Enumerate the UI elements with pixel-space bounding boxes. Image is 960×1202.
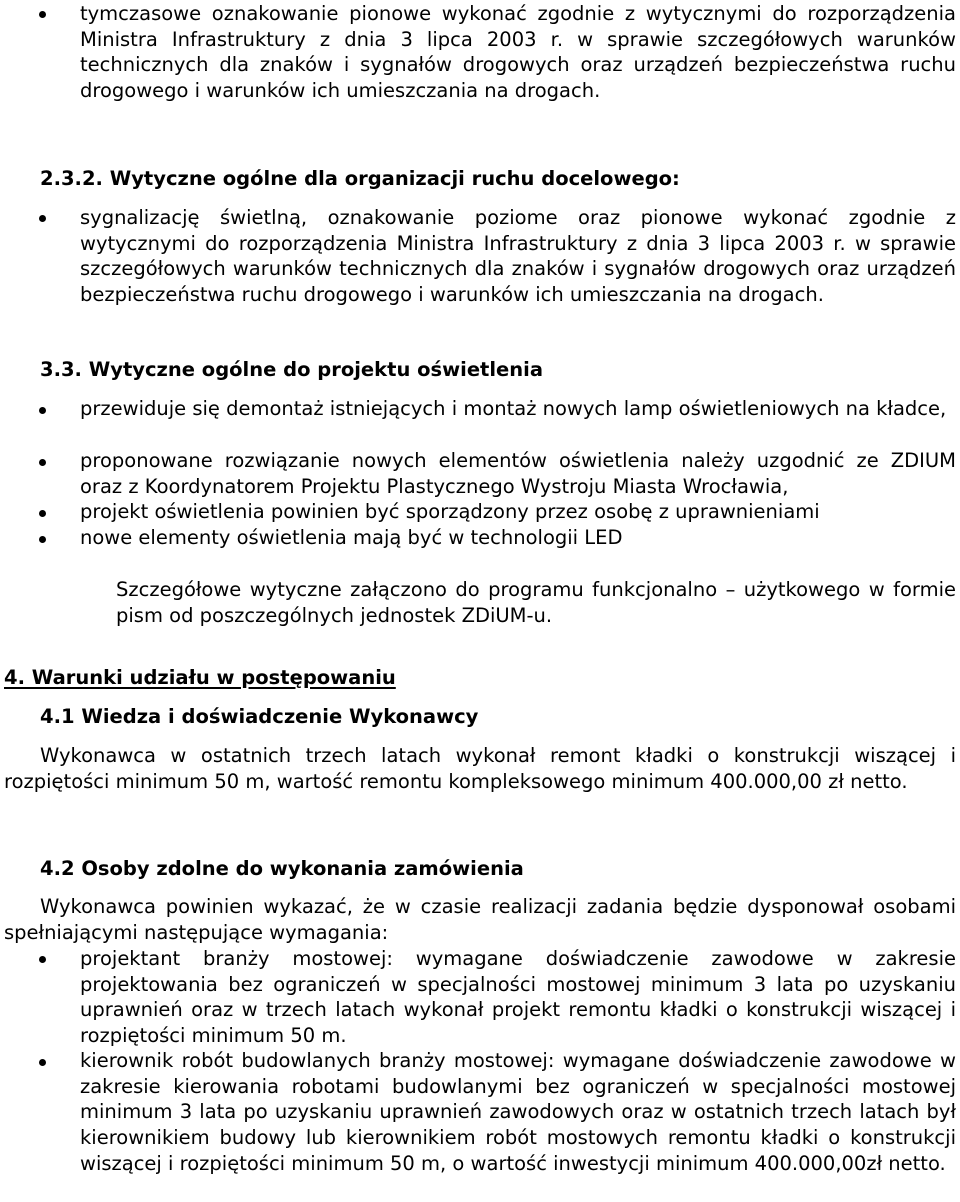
section-3-3-bullet-3: projekt oświetlenia powinien być sporządzony przez osobę z uprawnieniami [80, 500, 820, 523]
heading-4: 4. Warunki udziału w postępowaniu [4, 666, 396, 689]
section-3-3-bullet-1: przewiduje się demontaż istniejących i montaż nowych lamp oświetleniowych na kładce, [80, 397, 947, 420]
section-3-3-note: Szczegółowe wytyczne załączono do programu funkcjonalno – użytkowego w formie pism od poszczególnych jednostek ZDiUM-u. [116, 578, 956, 627]
section-4-2-paragraph: Wykonawca powinien wykazać, że w czasie realizacji zadania będzie dysponował osobami spełniającymi następujące wymagania: [4, 895, 956, 944]
section-3-3-bullet-2: proponowane rozwiązanie nowych elementów oświetlenia należy uzgodnić ze ZDIUM oraz z Koordynatorem Projektu Plastycznego Wystroju Miasta Wrocławia, [80, 449, 956, 498]
bullet-dot [39, 1059, 46, 1066]
heading-3-3: 3.3. Wytyczne ogólne do projektu oświetlenia [40, 358, 544, 381]
section-3-3-bullet-4: nowe elementy oświetlenia mają być w technologii LED [80, 526, 623, 549]
bullet-dot [39, 956, 46, 963]
heading-2-3-2: 2.3.2. Wytyczne ogólne dla organizacji ruchu docelowego: [40, 167, 680, 190]
heading-4-2: 4.2 Osoby zdolne do wykonania zamówienia [40, 857, 524, 880]
section-4-2-bullet-1: projektant branży mostowej: wymagane doświadczenie zawodowe w zakresie projektowania bez ograniczeń w specjalności mostowej minimum 3 lata po uzyskaniu uprawnień oraz w trzech latach wykonał projekt remontu kładki o konstrukcji wiszącej i rozpiętości minimum 50 m. [80, 947, 956, 1048]
section-2-3-2-bullet-1: sygnalizację świetlną, oznakowanie poziome oraz pionowe wykonać zgodnie z wytycznymi do rozporządzenia Ministra Infrastruktury z dnia 3 lipca 2003 r. w sprawie szczegółowych warunków technicznych dla znaków i sygnałów drogowych oraz urządzeń bezpieczeństwa ruchu drogowego i warunków ich umieszczania na drogach. [80, 206, 956, 307]
heading-4-1: 4.1 Wiedza i doświadczenie Wykonawcy [40, 705, 479, 728]
bullet-dot [39, 407, 46, 414]
bullet-dot [39, 459, 46, 466]
section-4-1-paragraph: Wykonawca w ostatnich trzech latach wykonał remont kładki o konstrukcji wiszącej i rozpiętości minimum 50 m, wartość remontu kompleksowego minimum 400.000,00 zł netto. [4, 744, 956, 793]
bullet-dot [39, 510, 46, 517]
bullet-dot [39, 536, 46, 543]
top-bullet-text: tymczasowe oznakowanie pionowe wykonać zgodnie z wytycznymi do rozporządzenia Ministra Infrastruktury z dnia 3 lipca 2003 r. w sprawie szczegółowych warunków technicznych dla znaków i sygnałów drogowych oraz urządzeń bezpieczeństwa ruchu drogowego i warunków ich umieszczania na drogach. [80, 2, 956, 103]
bullet-dot [39, 215, 46, 222]
section-4-2-bullet-2: kierownik robót budowlanych branży mostowej: wymagane doświadczenie zawodowe w zakresie kierowania robotami budowlanymi bez ograniczeń w specjalności mostowej minimum 3 lata po uzyskaniu uprawnień zawodowych oraz w ostatnich trzech latach był kierownikiem budowy lub kierownikiem robót mostowych remontu kładki o konstrukcji wiszącej i rozpiętości minimum 50 m, o wartość inwestycji minimum 400.000,00zł netto. [80, 1049, 956, 1175]
bullet-dot [39, 11, 46, 18]
